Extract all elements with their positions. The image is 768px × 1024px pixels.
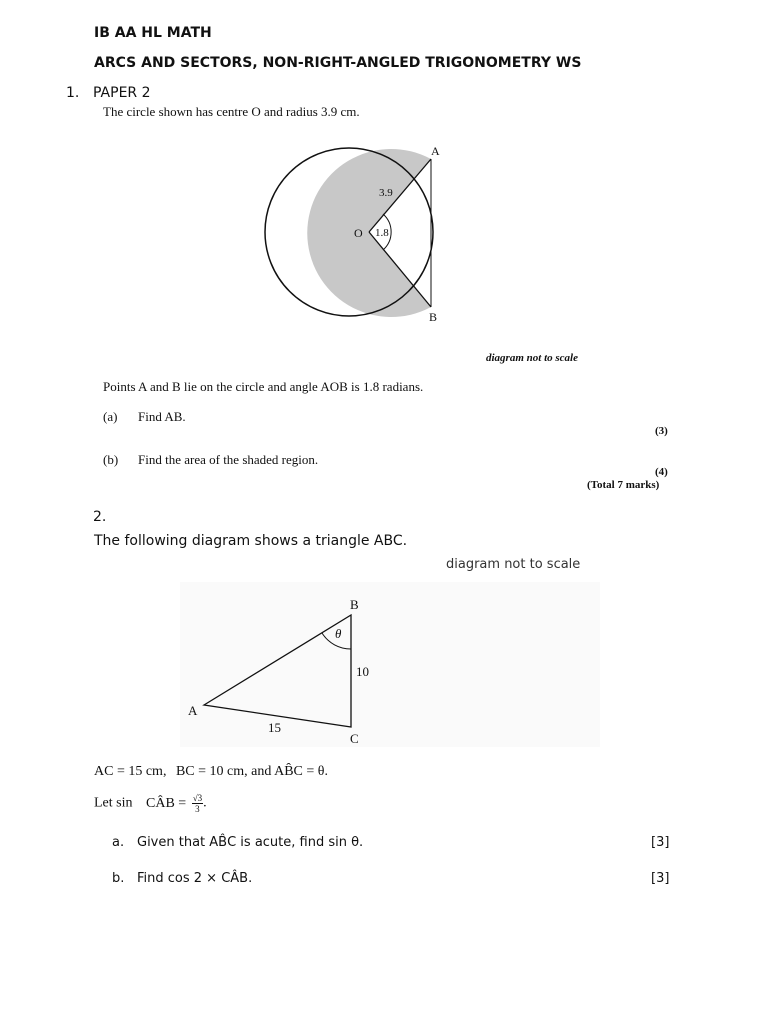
q2-part-a-label: a. [112, 835, 125, 850]
q2-not-to-scale: diagram not to scale [446, 557, 581, 572]
q1-not-to-scale: diagram not to scale [486, 352, 578, 364]
q2-part-b-marks: [3] [651, 871, 670, 886]
q1-part-b-label: (b) [103, 452, 119, 467]
root3-over-3-fraction [192, 793, 203, 814]
given-ac: AC = 15 cm, [94, 764, 167, 779]
label-bc: 10 [356, 664, 369, 679]
q1-number: 1. [66, 85, 80, 101]
q2-part-a-marks: [3] [651, 835, 670, 850]
q1-part-a-marks: (3) [655, 425, 668, 437]
label-c: C [350, 731, 359, 746]
q2-part-a-text: Given that AB̂C is acute, find sin θ. [137, 835, 364, 850]
let-prefix: Let sin [94, 795, 133, 811]
q2-intro: The following diagram shows a triangle ABC. [94, 533, 408, 549]
label-b: B [429, 310, 438, 324]
q2-let-statement [94, 793, 207, 814]
label-a: A [188, 703, 198, 718]
q1-part-a-text: Find AB. [138, 409, 186, 424]
q1-part-a-label: (a) [103, 409, 118, 424]
let-suffix: . [203, 795, 207, 811]
label-a: A [431, 144, 440, 158]
q1-total-marks: (Total 7 marks) [587, 479, 660, 491]
q1-statement: Points A and B lie on the circle and angle AOB is 1.8 radians. [103, 379, 424, 394]
label-theta: θ [335, 626, 342, 641]
q1-part-b-text: Find the area of the shaded region. [138, 452, 319, 467]
q1-intro: The circle shown has centre O and radius 3.9 cm. [103, 104, 360, 119]
let-angle: CÂB = [146, 795, 187, 811]
q1-paper-label: PAPER 2 [93, 85, 151, 101]
q2-part-b-label: b. [112, 871, 125, 886]
label-ac: 15 [268, 720, 281, 735]
fraction-denominator: 3 [195, 804, 200, 814]
q2-part-b-text: Find cos 2 × CÂB. [137, 871, 253, 886]
q2-number: 2. [93, 509, 107, 525]
fraction-numerator: √3 [192, 793, 203, 803]
q1-part-b-marks: (4) [655, 466, 668, 478]
given-angle: AB̂C = θ. [274, 764, 328, 779]
label-b: B [350, 597, 359, 612]
label-angle: 1.8 [375, 227, 389, 239]
course-title: IB AA HL MATH [94, 25, 212, 41]
label-radius: 3.9 [379, 187, 393, 199]
worksheet-title: ARCS AND SECTORS, NON-RIGHT-ANGLED TRIGONOMETRY WS [94, 55, 582, 71]
triangle-figure-backdrop [180, 582, 600, 747]
given-bc: BC = 10 cm, and [175, 764, 272, 779]
label-o: O [354, 226, 363, 240]
q2-given [94, 764, 328, 780]
